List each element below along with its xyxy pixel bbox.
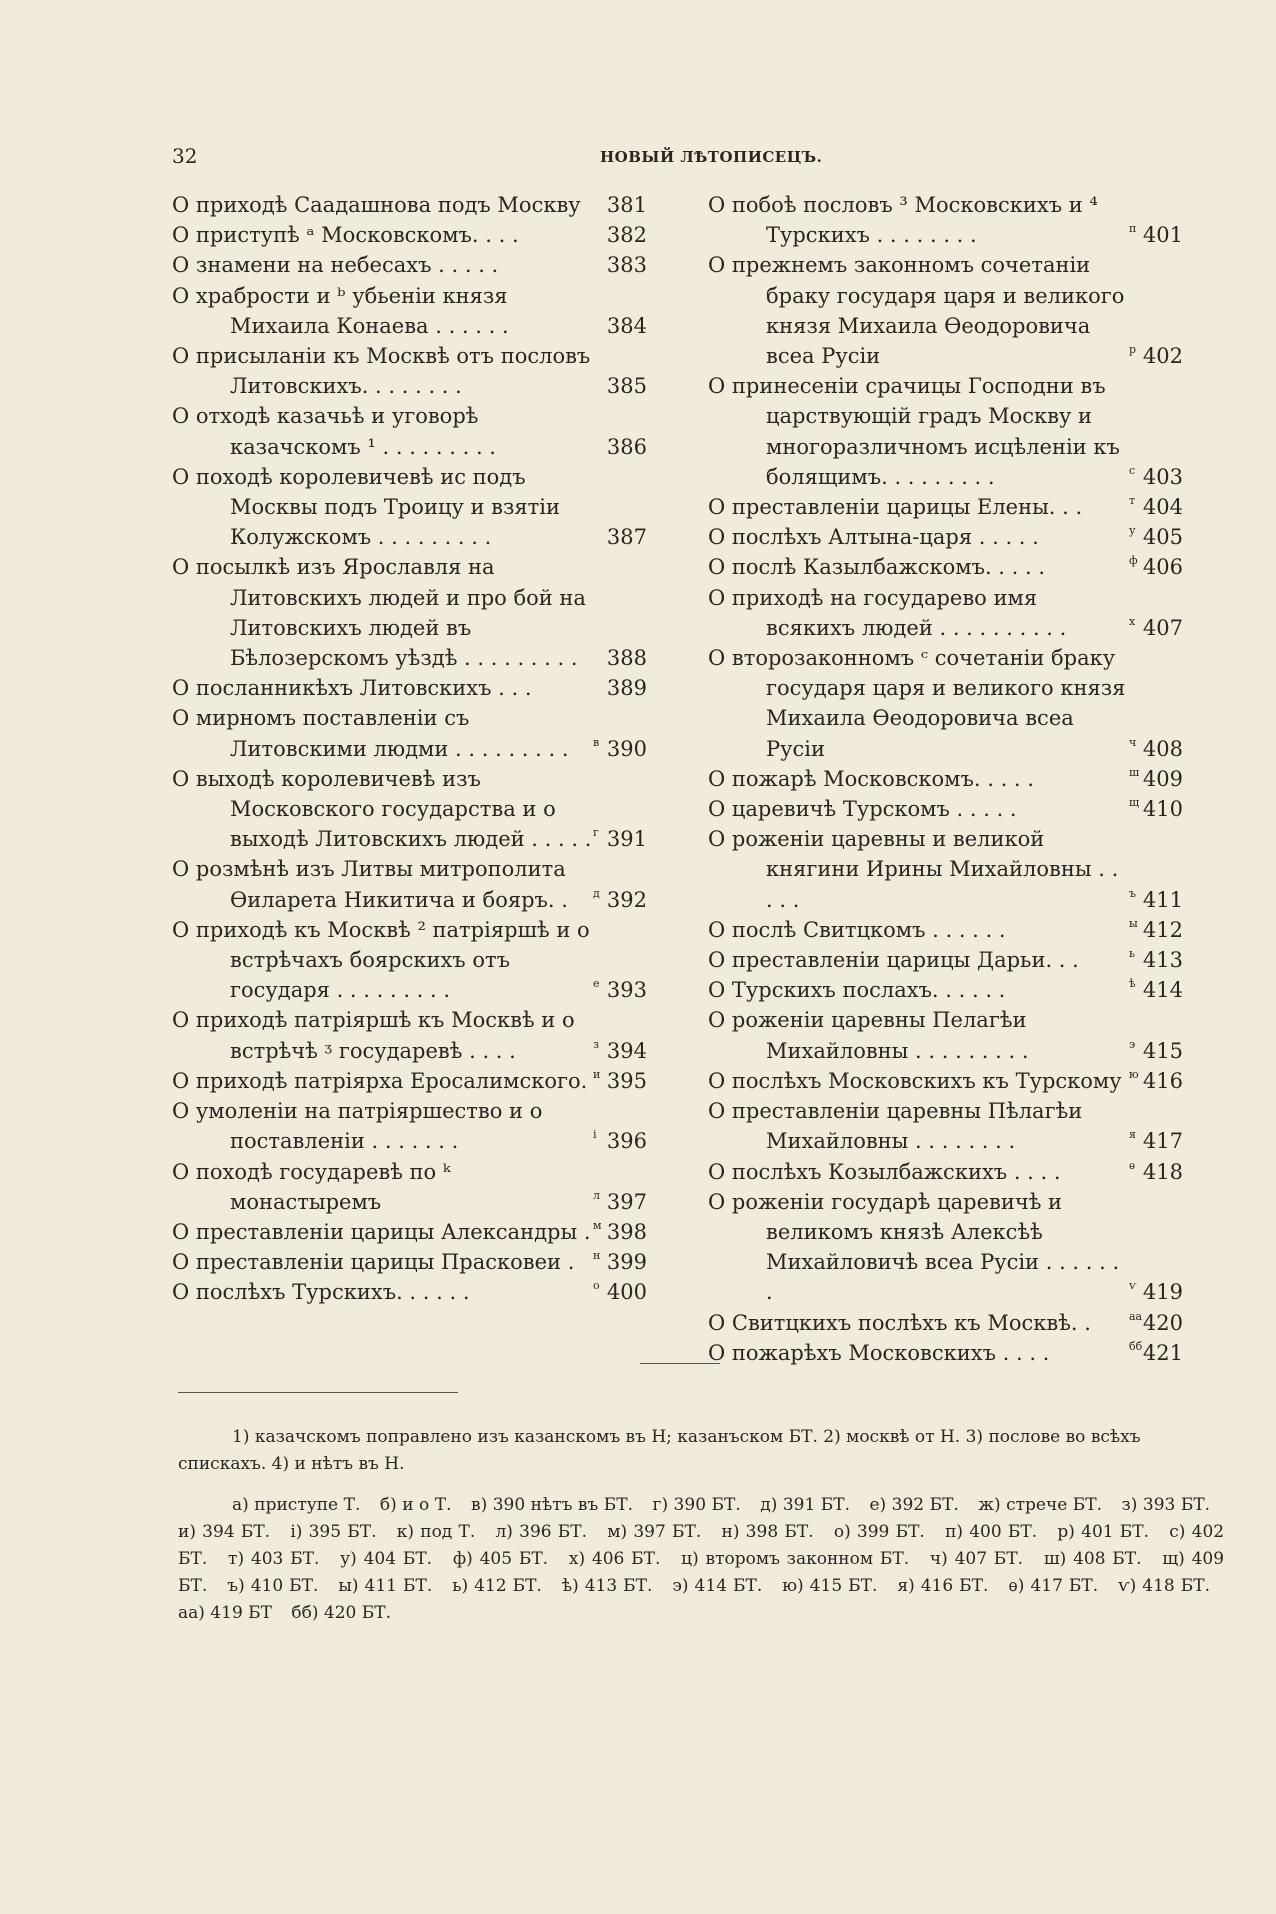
toc-entry-title: О преставленiи царицы Елены. . . (708, 495, 1083, 520)
toc-entry-page: 407 (1142, 615, 1183, 640)
toc-entry-title: О побоѣ пословъ ³ Московскихъ и ⁴ Турскихъ . . . . . . . . (708, 193, 1098, 248)
toc-entry-page: 393 (606, 978, 647, 1003)
toc-entry-title: О посылкѣ изъ Ярославля на Литовскихъ людей и про бой на Литовскихъ людей въ Бѣлозерскомъ уѣздѣ . . . . . . . . . (172, 555, 586, 671)
variant-marker: м (593, 1218, 602, 1232)
variant-note: н) 398 БТ. (721, 1522, 814, 1542)
variant-note: д) 391 БТ. (760, 1495, 850, 1515)
variant-marker: щ (1129, 796, 1140, 810)
variant-note: б) и о Т. (379, 1495, 452, 1515)
toc-entry (172, 673, 677, 703)
toc-entry-page-group (1129, 546, 1213, 582)
toc-entry-page-group (599, 220, 677, 250)
toc-entry-page: 385 (606, 374, 647, 399)
toc-entry-title: О приходѣ Саадашнова подъ Москву (172, 193, 581, 217)
toc-entry (708, 975, 1213, 1005)
toc-entry (172, 552, 677, 673)
toc-entry (172, 1096, 677, 1156)
toc-entry (708, 1187, 1213, 1308)
variant-marker: и (593, 1067, 601, 1081)
toc-entry (172, 915, 677, 1006)
toc-entry (708, 1096, 1213, 1156)
variant-marker: с (1129, 463, 1136, 477)
toc-entry-title: О прежнемъ законномъ сочетанiи браку государя царя и великого князя Михаила Ѳеодоровича всеа Русiи (708, 253, 1125, 369)
toc-entry-page: 420 (1142, 1310, 1183, 1335)
toc-entry-title: О роженiи государѣ царевичѣ и великомъ князѣ Алексѣѣ Михайловичѣ всеа Русiи . . . . . . . (708, 1189, 1120, 1305)
variant-marker: ѵ (1129, 1279, 1137, 1293)
toc-entry (708, 643, 1213, 764)
toc-entry-page: 414 (1142, 978, 1183, 1003)
variant-note: ц) второмъ законном БТ. (681, 1549, 910, 1569)
toc-entry (172, 1277, 677, 1307)
toc-entry-page-group (599, 643, 677, 673)
toc-entry-page-group (1129, 1151, 1213, 1187)
toc-entry (708, 794, 1213, 824)
toc-entry-title: О присыланiи къ Москвѣ отъ пословъ Литовскихъ. . . . . . . . (172, 344, 591, 399)
variant-marker: л (593, 1188, 600, 1202)
toc-entry-title: О принесенiи срачицы Господни въ царствующiй градъ Москву и многоразличномъ исцѣленiи къ болящимъ. . . . . . . . . (708, 374, 1120, 489)
toc-entry-page-group (593, 1271, 677, 1307)
variant-marker: х (1129, 614, 1136, 628)
toc-entry-title: О преставленiи царевны Пѣлагѣи Михайловны . . . . . . . . (708, 1099, 1083, 1154)
toc-entry (708, 552, 1213, 582)
toc-entry-page: 405 (1142, 525, 1183, 550)
variant-note: ю) 415 БТ. (782, 1576, 878, 1596)
variant-note: щ) 409 БТ. (178, 1549, 1225, 1596)
toc-entry-page-group (1129, 607, 1213, 643)
toc-entry-title: О послѣхъ Козылбажскихъ . . . . (708, 1159, 1061, 1184)
toc-entry-page-group (1129, 1332, 1213, 1368)
variant-marker: i (593, 1128, 597, 1142)
variant-note: л) 396 БТ. (495, 1522, 588, 1542)
toc-entry-title: О преставленiи царицы Прасковеи . (172, 1250, 575, 1275)
toc-entry-page: 400 (606, 1280, 647, 1305)
toc-entry-page: 383 (606, 253, 647, 278)
toc-entry-title: О храбрости и ᵇ убьенiи князя Михаила Конаева . . . . . . (172, 283, 509, 338)
toc-entry (708, 371, 1213, 492)
variant-marker: ш (1129, 765, 1140, 779)
variant-note: ѳ) 417 БТ. (1008, 1576, 1099, 1596)
toc-entry-page: 386 (606, 434, 647, 459)
toc-entry-title: О второзаконномъ ᶜ сочетанiи браку государя царя и великого князя Михаила Ѳеодоровича всеа Русiи (708, 646, 1126, 761)
toc-entry (172, 764, 677, 855)
variant-marker: г (593, 826, 599, 840)
toc-entry-title: О послѣ Свитцкомъ . . . . . . (708, 917, 1006, 942)
variant-marker: ы (1129, 916, 1138, 930)
toc-entry-title: О отходѣ казачьѣ и уговорѣ казачскомъ ¹ . . . . . . . . . (172, 404, 496, 459)
variant-marker: ю (1129, 1067, 1139, 1081)
variant-note: аа) 419 БТ (178, 1603, 272, 1623)
toc-entry-title: О приходѣ на государево имя всякихъ людей . . . . . . . . . . (708, 585, 1067, 640)
toc-entry-title: О мирномъ поставленiи съ Литовскими людми . . . . . . . . . (172, 706, 569, 761)
toc-entry-page: 411 (1142, 887, 1183, 912)
toc-entry-page-group (593, 1120, 677, 1156)
toc-entry-page-group (599, 673, 677, 703)
toc-entry-title: О розмѣнѣ изъ Литвы митрополита Ѳиларета Никитича и бояръ. . (172, 857, 568, 912)
variant-marker: д (593, 886, 600, 900)
toc-entry (172, 190, 677, 220)
toc-entry (708, 1066, 1213, 1096)
toc-entry-page-group (599, 371, 677, 401)
variant-marker: р (1129, 343, 1137, 357)
variant-note: ъ) 410 БТ. (227, 1576, 319, 1596)
toc-entry-page: 390 (606, 736, 647, 761)
toc-entry (708, 824, 1213, 915)
toc-entry-title: О выходѣ королевичевѣ изъ Московского государства и о выходѣ Литовскихъ людей . . . . . (172, 766, 592, 852)
toc-entry-page: 402 (1142, 344, 1183, 369)
toc-entry (708, 190, 1213, 250)
variant-marker: я (1129, 1128, 1136, 1142)
toc-entry-page: 413 (1142, 948, 1183, 973)
toc-entry-title: О приступѣ ᵃ Московскомъ. . . . (172, 223, 519, 248)
toc-entry-page: 401 (1142, 223, 1183, 248)
variant-marker: ь (1129, 947, 1135, 961)
toc-entry (708, 250, 1213, 371)
variant-marker: п (1129, 222, 1137, 236)
toc-entry (172, 250, 677, 280)
toc-entry (172, 1005, 677, 1065)
running-title: НОВЫЙ ЛѢТОПИСЕЦЪ. (600, 148, 823, 166)
toc-entry-title: О походѣ королевичевѣ ис подъ Москвы подъ Троицу и взятiи Колужскомъ . . . . . . . . . (172, 464, 561, 550)
toc-entry (172, 703, 677, 763)
toc-entry-title: О пожарѣхъ Московскихъ . . . . (708, 1340, 1050, 1365)
toc-entry-page: 412 (1142, 917, 1183, 942)
variant-note: э) 414 БТ. (672, 1576, 763, 1596)
toc-entry (172, 401, 677, 461)
toc-entry-title: О Свитцкихъ послѣхъ къ Москвѣ. . (708, 1310, 1091, 1335)
variant-marker: т (1129, 494, 1136, 508)
variant-marker: н (593, 1249, 601, 1263)
toc-left-column (172, 190, 677, 1308)
toc-entry-page: 396 (606, 1129, 647, 1154)
footnotes (178, 1424, 1224, 1627)
toc-entry (172, 1157, 677, 1217)
variant-marker: э (1129, 1037, 1136, 1051)
toc-entry-page-group (599, 250, 677, 280)
variant-note: ф) 405 БТ. (452, 1549, 549, 1569)
variant-note: а) приступе Т. (232, 1495, 361, 1515)
variant-marker: ѳ (1129, 1158, 1136, 1172)
variant-note: п) 400 БТ. (945, 1522, 1038, 1542)
toc-entry-title: О послѣхъ Алтына-царя . . . . . (708, 525, 1039, 550)
toc-entry-page-group (599, 311, 677, 341)
toc-right-column (708, 190, 1213, 1368)
toc-entry-page: 415 (1142, 1038, 1183, 1063)
toc-entry-title: О царевичѣ Турскомъ . . . . . (708, 797, 1017, 822)
variant-note: м) 397 БТ. (607, 1522, 702, 1542)
toc-entry-page: 391 (606, 827, 647, 852)
variant-marker: аа (1129, 1309, 1143, 1323)
variant-note: ь) 412 БТ. (452, 1576, 542, 1596)
toc-entry-page-group (1129, 335, 1213, 371)
toc-entry-title: О походѣ государевѣ по ᵏ монастыремъ (172, 1159, 451, 1214)
variant-footnotes (178, 1492, 1224, 1627)
toc-entry-page-group (593, 728, 677, 764)
toc-entry-page: 382 (606, 223, 647, 248)
toc-entry-page-group (599, 522, 677, 552)
toc-entry-title: О преставленiи царицы Дарьи. . . (708, 948, 1079, 973)
toc-entry-page-group (593, 879, 677, 915)
toc-entry-title: О послѣхъ Московскихъ къ Турскому (708, 1068, 1122, 1093)
variant-marker: ф (1129, 554, 1138, 568)
variant-note: г) 390 БТ. (652, 1495, 741, 1515)
variant-marker: ѣ (1129, 977, 1136, 991)
variant-note: бб) 420 БТ. (291, 1603, 391, 1623)
toc-entry-title: О роженiи царевны Пелагѣи Михайловны . . . . . . . . . (708, 1008, 1029, 1063)
toc-entry (172, 1066, 677, 1096)
authorial-footnotes: 1) казачскомъ поправлено изъ казанскомъ въ Н; казанъском БТ. 2) москвѣ от Н. 3) послове во всѣхъ спискахъ. 4) и нѣтъ въ Н. (178, 1427, 1141, 1474)
footnote-rule (178, 1392, 458, 1393)
variant-note: р) 401 БТ. (1057, 1522, 1150, 1542)
variant-note: ш) 408 БТ. (1043, 1549, 1142, 1569)
toc-entry-page: 398 (606, 1219, 647, 1244)
toc-entry-page: 384 (606, 313, 647, 338)
toc-entry-page-group (1129, 214, 1213, 250)
toc-entry-page: 392 (606, 887, 647, 912)
toc-entry-page-group (593, 1060, 677, 1096)
toc-entry (172, 341, 677, 401)
variant-note: к) под Т. (396, 1522, 476, 1542)
toc-entry-page-group (1129, 969, 1213, 1005)
variant-note: о) 399 БТ. (833, 1522, 925, 1542)
toc-entry-page-group (1129, 1060, 1213, 1096)
toc-entry-page: 409 (1142, 766, 1183, 791)
variant-note: ѵ) 418 БТ. (1118, 1576, 1210, 1596)
toc-entry-page: 418 (1142, 1159, 1183, 1184)
toc-entry-page-group (599, 432, 677, 462)
toc-entry (172, 854, 677, 914)
variant-note: ы) 411 БТ. (338, 1576, 433, 1596)
toc-entry (708, 583, 1213, 643)
toc-entry-page-group (1129, 788, 1213, 824)
toc-entry-page: 399 (606, 1250, 647, 1275)
toc-entry-title: О преставленiи царицы Александры . (172, 1219, 591, 1244)
toc-entry-page: 419 (1142, 1280, 1183, 1305)
toc-entry-page: 406 (1142, 555, 1183, 580)
variant-marker: бб (1129, 1339, 1143, 1353)
toc-entry-page: 403 (1142, 464, 1183, 489)
variant-marker: в (593, 735, 600, 749)
toc-entry-page-group (599, 190, 677, 220)
toc-entry-page: 394 (606, 1038, 647, 1063)
variant-note: ч) 407 БТ. (929, 1549, 1024, 1569)
variant-note: в) 390 нѣтъ въ БТ. (471, 1495, 634, 1515)
toc-entry-page: 416 (1142, 1068, 1183, 1093)
toc-entry-title: О послѣхъ Турскихъ. . . . . . (172, 1280, 470, 1305)
toc-entry-page: 381 (606, 193, 647, 217)
toc-entry-page: 404 (1142, 495, 1183, 520)
toc-entry-title: О Турскихъ послахъ. . . . . . (708, 978, 1006, 1003)
variant-marker: е (593, 977, 600, 991)
variant-marker: у (1129, 524, 1136, 538)
variant-note: з) 393 БТ. (1121, 1495, 1211, 1515)
toc-entry (172, 281, 677, 341)
toc-entry-page: 410 (1142, 797, 1183, 822)
variant-note: е) 392 БТ. (869, 1495, 959, 1515)
toc-entry-title: О знамени на небесахъ . . . . . (172, 253, 499, 278)
variant-note: i) 395 БТ. (290, 1522, 377, 1542)
variant-marker: о (593, 1279, 600, 1293)
variant-note: я) 416 БТ. (897, 1576, 989, 1596)
toc-entry (172, 220, 677, 250)
toc-entry-title: О роженiи царевны и великой княгини Ирины Михайловны . . . . . (708, 827, 1119, 912)
toc-entry-title: О пожарѣ Московскомъ. . . . . (708, 766, 1034, 791)
toc-entry-page: 421 (1142, 1340, 1183, 1365)
variant-note: х) 406 БТ. (568, 1549, 661, 1569)
variant-note: с) 402 БТ. (178, 1522, 1225, 1569)
toc-entry-page: 397 (606, 1189, 647, 1214)
variant-note: ж) стрече БТ. (978, 1495, 1103, 1515)
toc-entry-page: 395 (606, 1068, 647, 1093)
toc-entry-title: О приходѣ патрiярха Еросалимского. (172, 1068, 588, 1093)
page-number: 32 (172, 144, 198, 168)
toc-entry (708, 1005, 1213, 1065)
toc-entry (708, 1338, 1213, 1368)
toc-entry-page: 417 (1142, 1129, 1183, 1154)
variant-note: ѣ) 413 БТ. (561, 1576, 653, 1596)
variant-note: и) 394 БТ. (178, 1522, 271, 1542)
variant-note: у) 404 БТ. (340, 1549, 433, 1569)
toc-entry-page-group (593, 818, 677, 854)
variant-marker: з (593, 1037, 599, 1051)
section-divider (640, 1363, 720, 1364)
toc-entry-page: 389 (606, 676, 647, 701)
toc-entry-title: О умоленiи на патрiяршество и о поставленiи . . . . . . . (172, 1099, 543, 1154)
variant-marker: ч (1129, 735, 1137, 749)
toc-entry-page-group (593, 969, 677, 1005)
toc-entry-title: О послѣ Казылбажскомъ. . . . . (708, 555, 1046, 580)
variant-marker: ъ (1129, 886, 1136, 900)
toc-entry-title: О посланникѣхъ Литовскихъ . . . (172, 676, 532, 701)
toc-entry (708, 1157, 1213, 1187)
toc-entry-page: 388 (606, 646, 647, 671)
toc-entry-title: О приходѣ къ Москвѣ ² патрiяршѣ и о встрѣчахъ боярскихъ отъ государя . . . . . . . . . (172, 917, 590, 1003)
variant-note: т) 403 БТ. (228, 1549, 320, 1569)
toc-entry-title: О приходѣ патрiяршѣ къ Москвѣ и о встрѣчѣ ᶾ государевѣ . . . . (172, 1008, 575, 1063)
toc-entry (172, 462, 677, 553)
toc-entry-page: 408 (1142, 736, 1183, 761)
toc-entry-page: 387 (606, 525, 647, 550)
